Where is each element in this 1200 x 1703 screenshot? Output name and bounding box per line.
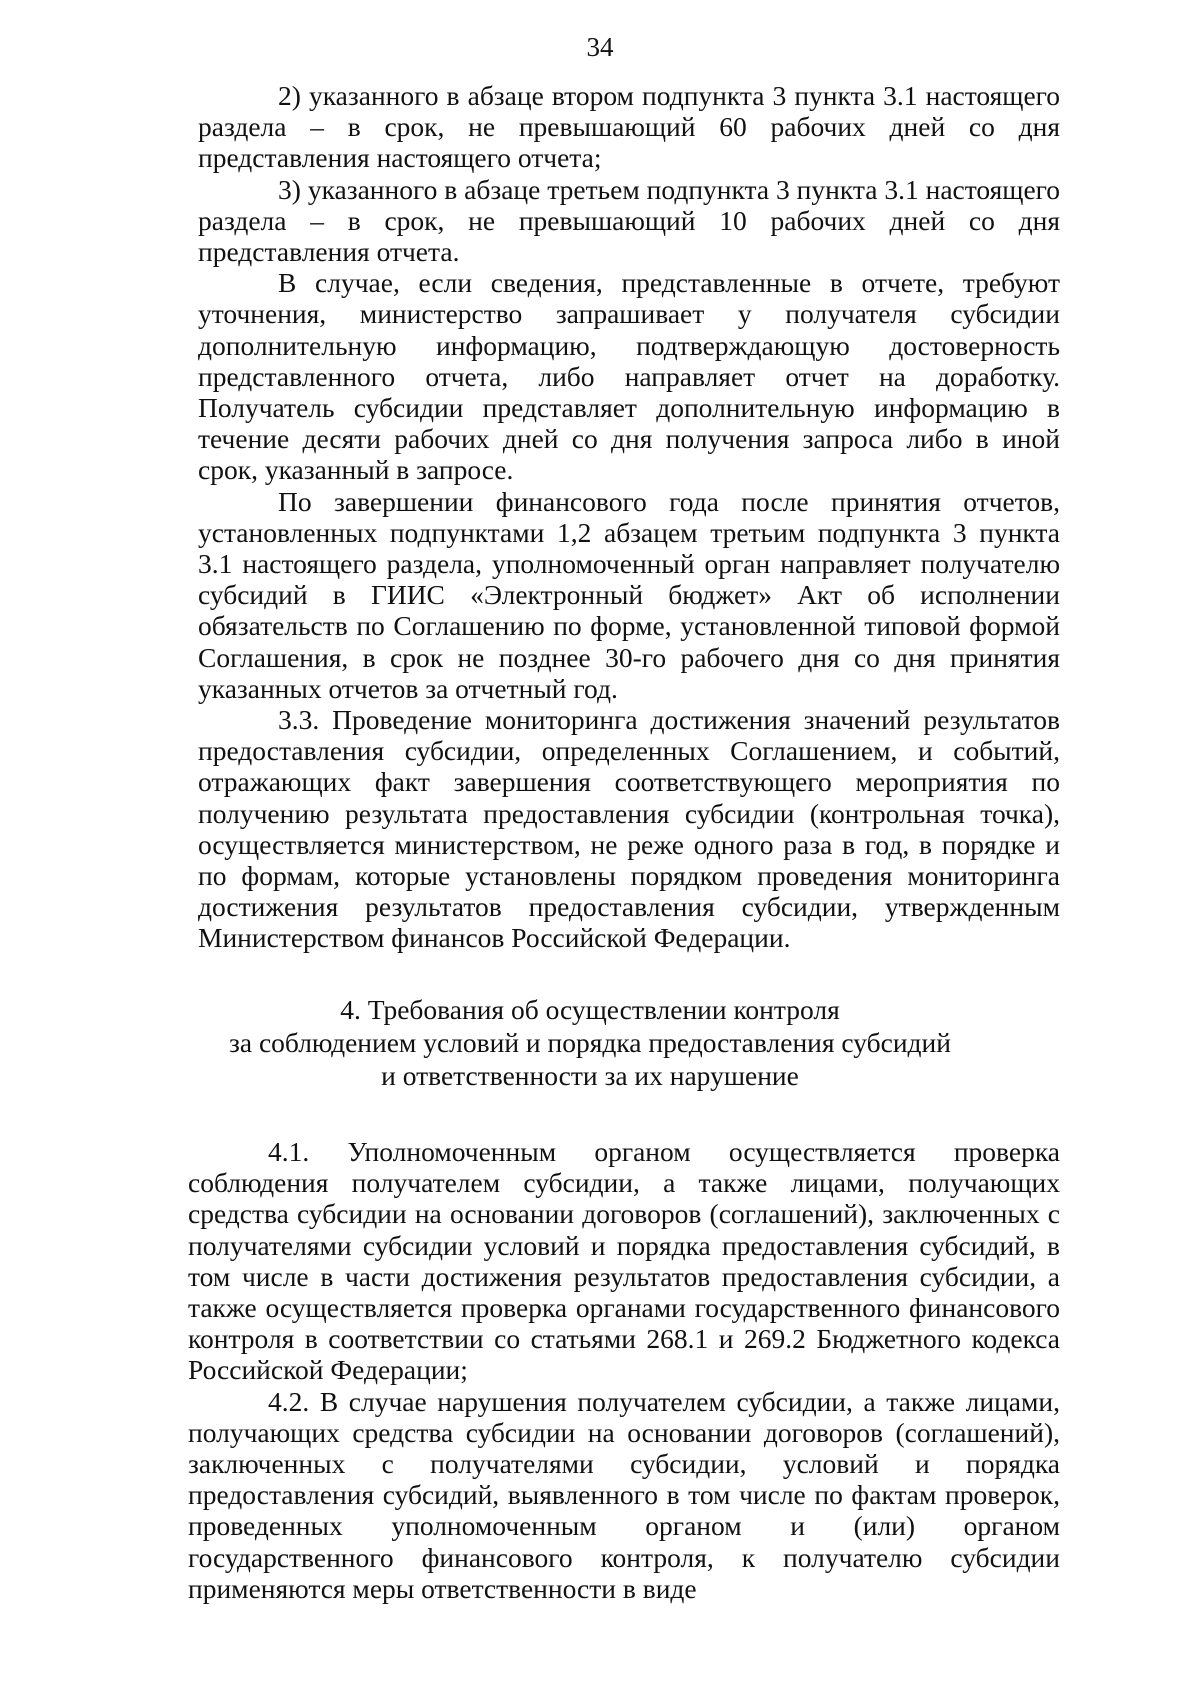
- paragraph: 2) указанного в абзаце втором подпункта 3 пункта 3.1 настоящего раздела – в срок, не превышающий 60 рабочих дней со дня представления настоящего отчета;: [198, 80, 1060, 174]
- section-heading-line: и ответственности за их нарушение: [381, 1060, 799, 1091]
- paragraphs-top: [198, 80, 1060, 954]
- paragraph: 4.1. Уполномоченным органом осуществляется проверка соблюдения получателем субсидии, а также лицами, получающих средства субсидии на основании договоров (соглашений), заключенных с получателями субсидии условий и порядка предоставления субсидий, в том числе в части достижения результатов предоставления субсидии, а также осуществляется проверка органами государственного финансового контроля в соответствии со статьями 268.1 и 269.2 Бюджетного кодекса Российской Федерации;: [188, 1136, 1060, 1386]
- paragraph: 4.2. В случае нарушения получателем субсидии, а также лицами, получающих средства субсидии на основании договоров (соглашений), заключенных с получателями субсидии, условий и порядка предоставления субсидий, выявленного в том числе по фактам проверок, проведенных уполномоченным органом и (или) органом государственного финансового контроля, к получателю субсидии применяются меры ответственности в виде: [188, 1385, 1060, 1604]
- page-number: 34: [586, 32, 614, 62]
- section-heading-line: 4. Требования об осуществлении контроля: [340, 994, 840, 1025]
- paragraph: 3) указанного в абзаце третьем подпункта 3 пункта 3.1 настоящего раздела – в срок, не превышающий 10 рабочих дней со дня представления отчета.: [198, 173, 1060, 268]
- paragraphs-bottom: [188, 1136, 1060, 1604]
- paragraph: По завершении финансового года после принятия отчетов, установленных подпунктами 1,2 абзацем третьим подпункта 3 пункта 3.1 настоящего раздела, уполномоченный орган направляет получателю субсидий в ГИИС «Электронный бюджет» Акт об исполнении обязательств по Соглашению по форме, установленной типовой формой Соглашения, в срок не позднее 30-го рабочего дня со дня принятия указанных отчетов за отчетный год.: [198, 485, 1060, 704]
- section-heading: [200, 993, 980, 1092]
- paragraph: 3.3. Проведение мониторинга достижения значений результатов предоставления субсидии, определенных Соглашением, и событий, отражающих факт завершения соответствующего мероприятия по получению результата предоставления субсидии (контрольная точка), осуществляется министерством, не реже одного раза в год, в порядке и по формам, которые установлены порядком проведения мониторинга достижения результатов предоставления субсидии, утвержденным Министерством финансов Российской Федерации.: [198, 704, 1060, 954]
- paragraph: В случае, если сведения, представленные в отчете, требуют уточнения, министерство запрашивает у получателя субсидии дополнительную информацию, подтверждающую достоверность представленного отчета, либо направляет отчет на доработку. Получатель субсидии представляет дополнительную информацию в течение десяти рабочих дней со дня получения запроса либо в иной срок, указанный в запросе.: [198, 267, 1060, 486]
- section-heading-line: за соблюдением условий и порядка предоставления субсидий: [229, 1027, 951, 1058]
